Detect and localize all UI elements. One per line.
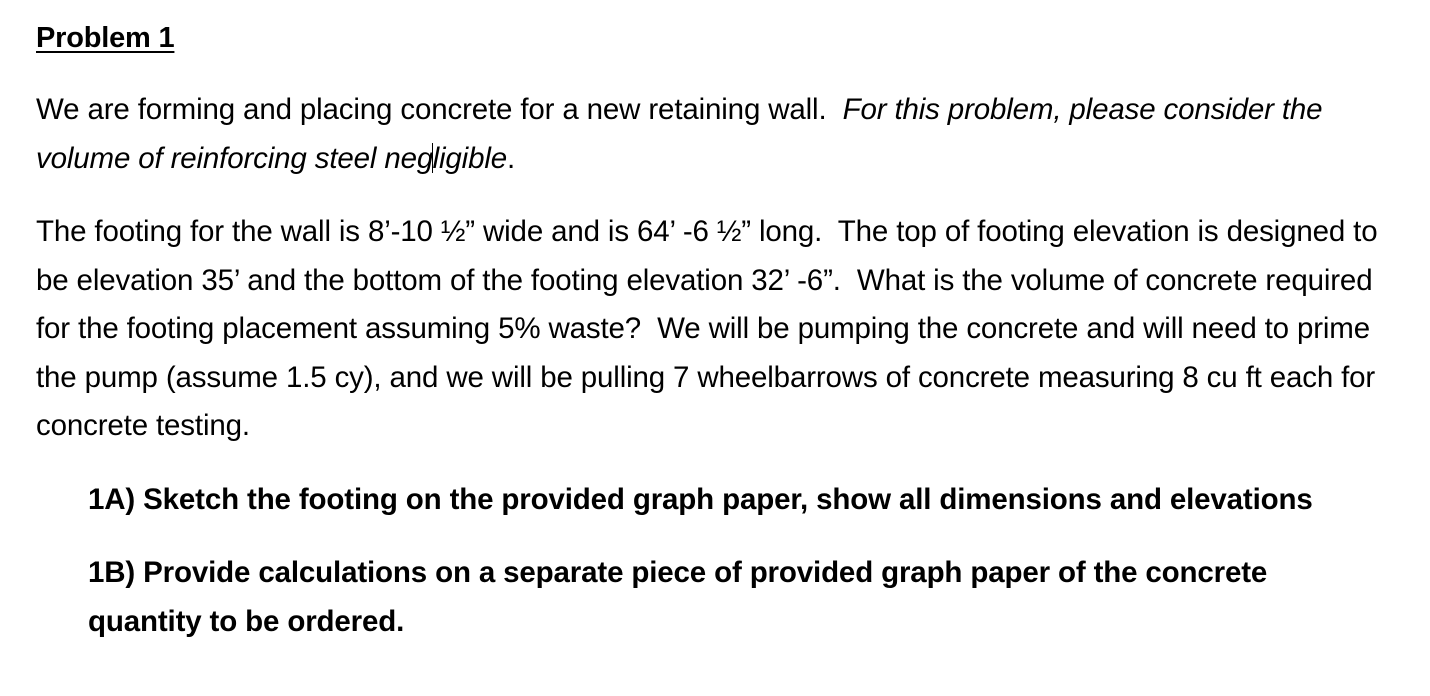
intro-plain-text: We are forming and placing concrete for a new retaining wall. bbox=[36, 93, 827, 126]
intro-italic-text-start: For this problem, please consider the volume of reinforcing steel neg bbox=[36, 93, 1323, 175]
intro-paragraph bbox=[36, 86, 1406, 183]
part-1b: 1B) Provide calculations on a separate piece of provided graph paper of the concrete quantity to be ordered. bbox=[88, 556, 1268, 638]
part-1a: 1A) Sketch the footing on the provided graph paper, show all dimensions and elevations bbox=[88, 482, 1313, 516]
intro-end-punctuation: . bbox=[507, 141, 516, 175]
problem-heading: Problem 1 bbox=[36, 22, 175, 54]
body-paragraph: The footing for the wall is 8’-10 ½” wide and is 64’ -6 ½” long. The top of footing elevation is designed to be elevation 35’ and the bottom of the footing elevation 32’ -6”. What is the volume of concrete required for the footing placement assuming 5% waste? We will be pumping the concrete and will need to prime the pump (assume 1.5 cy), and we will be pulling 7 wheelbarrows of concrete measuring 8 cu ft each for concrete testing. bbox=[36, 215, 1386, 442]
document-page bbox=[36, 16, 1406, 671]
intro-italic-text-end: ligible bbox=[432, 141, 507, 175]
